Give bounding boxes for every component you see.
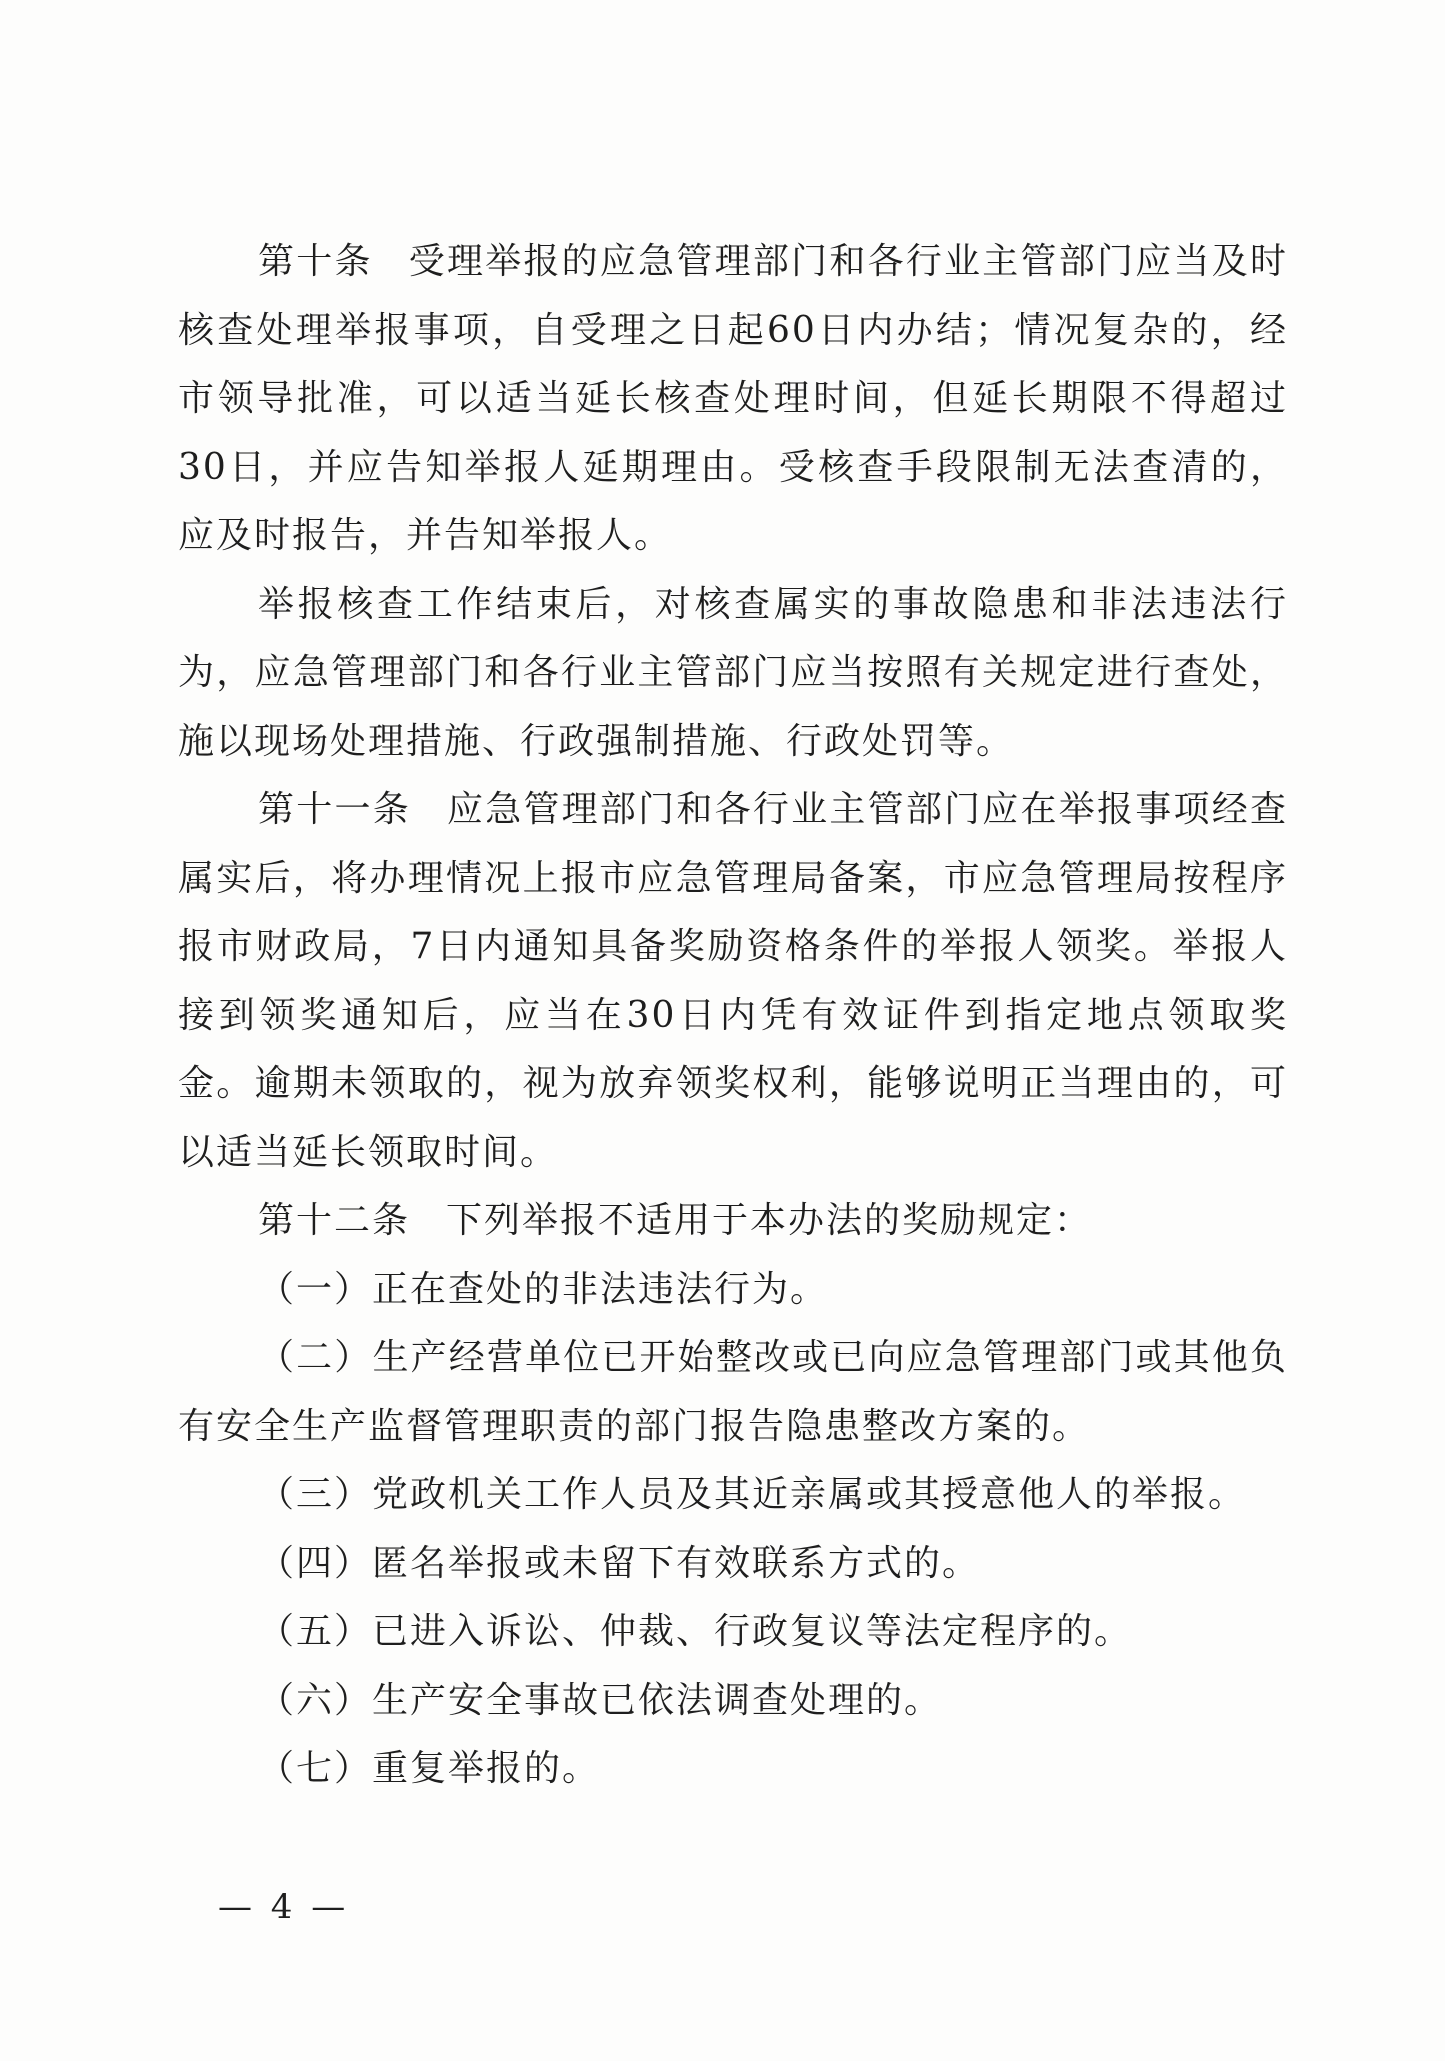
paragraph-text: （七）重复举报的。 [258, 1748, 601, 1789]
list-item-4 [178, 1530, 1288, 1599]
page-number: — 4 — [218, 1887, 350, 1927]
article-heading: 第十条 [258, 241, 373, 282]
article-heading: 第十二条 [258, 1200, 411, 1241]
paragraph-text: （二）生产经营单位已开始整改或已向应急管理部门或其他负有安全生产监督管理职责的部门报告隐患整改方案的。 [178, 1337, 1288, 1447]
list-item-7 [178, 1735, 1288, 1804]
paragraph-text: （一）正在查处的非法违法行为。 [258, 1268, 829, 1310]
document-body [178, 228, 1288, 1804]
paragraph-text: （四）匿名举报或未留下有效联系方式的。 [258, 1542, 981, 1584]
list-item-1 [178, 1256, 1288, 1325]
list-item-3 [178, 1461, 1288, 1530]
paragraph-text: 举报核查工作结束后，对核查属实的事故隐患和非法违法行为，应急管理部门和各行业主管部门应当按照有关规定进行查处，施以现场处理措施、行政强制措施、行政处罚等。 [178, 583, 1288, 762]
paragraph-text: （三）党政机关工作人员及其近亲属或其授意他人的举报。 [258, 1474, 1247, 1515]
list-item-6 [178, 1667, 1288, 1736]
paragraph-article-11 [178, 776, 1288, 1187]
paragraph-text: （五）已进入诉讼、仲裁、行政复议等法定程序的。 [258, 1611, 1133, 1652]
paragraph-article-10 [178, 228, 1288, 571]
paragraph-article-12 [178, 1187, 1288, 1256]
list-item-2 [178, 1324, 1288, 1461]
article-heading: 第十一条 [258, 789, 411, 830]
list-item-5 [178, 1598, 1288, 1667]
paragraph-text: 应急管理部门和各行业主管部门应在举报事项经查属实后，将办理情况上报市应急管理局备案，市应急管理局按程序报市财政局，7日内通知具备奖励资格条件的举报人领奖。举报人接到领奖通知后，应当在30日内凭有效证件到指定地点领取奖金。逾期未领取的，视为放弃领奖权利，能够说明正当理由的，可以适当延长领取时间。 [178, 789, 1288, 1173]
paragraph-text: 受理举报的应急管理部门和各行业主管部门应当及时核查处理举报事项，自受理之日起60日内办结；情况复杂的，经市领导批准，可以适当延长核查处理时间，但延长期限不得超过30日，并应告知举报人延期理由。受核查手段限制无法查清的，应及时报告，并告知举报人。 [178, 241, 1288, 556]
paragraph-text: （六）生产安全事故已依法调查处理的。 [258, 1679, 943, 1721]
paragraph-text: 下列举报不适用于本办法的奖励规定： [446, 1200, 1093, 1241]
paragraph-article-10-cont [178, 571, 1288, 777]
